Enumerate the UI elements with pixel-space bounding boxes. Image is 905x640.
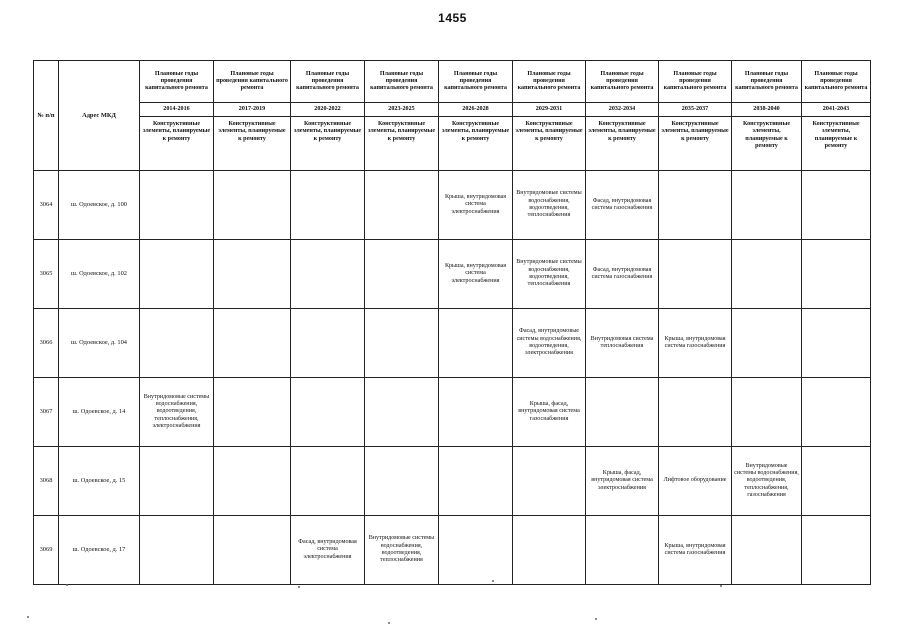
table-row <box>34 378 871 447</box>
repair-elements-cell <box>732 378 802 447</box>
repair-elements-cell <box>214 309 291 378</box>
repair-elements-cell <box>586 378 659 447</box>
repair-elements-cell: Внутридомовые системы водоснабжения, водоотведения, теплоснабжения, электроснабжения <box>140 378 214 447</box>
repair-elements-cell <box>439 516 513 585</box>
header-elements-label: Конструктивные элементы, планируемые к ремонту <box>140 117 214 171</box>
repair-elements-cell: Фасад, внутридомовая система электроснабжения <box>291 516 365 585</box>
header-elements-label: Конструктивные элементы, планируемые к ремонту <box>365 117 439 171</box>
repair-elements-cell <box>140 309 214 378</box>
row-address: ш. Одоевское, д. 102 <box>59 240 140 309</box>
repair-elements-cell <box>214 516 291 585</box>
scan-speck <box>388 622 390 624</box>
repair-elements-cell <box>291 240 365 309</box>
scan-speck <box>720 585 722 587</box>
capital-repair-table <box>33 60 871 585</box>
repair-elements-cell <box>659 378 732 447</box>
repair-elements-cell <box>802 240 871 309</box>
repair-elements-cell <box>659 240 732 309</box>
repair-elements-cell <box>291 378 365 447</box>
repair-elements-cell <box>214 240 291 309</box>
header-period-label: Плановые годы проведения капитального ремонта <box>802 61 871 103</box>
repair-elements-cell <box>439 378 513 447</box>
header-elements-label: Конструктивные элементы, планируемые к ремонту <box>732 117 802 171</box>
header-period-label: Плановые годы проведения капитального ремонта <box>659 61 732 103</box>
row-number: 3065 <box>34 240 59 309</box>
repair-elements-cell: Фасад, внутридомовая система газоснабжения <box>586 171 659 240</box>
repair-elements-cell <box>365 447 439 516</box>
repair-elements-cell <box>214 171 291 240</box>
header-elements-label: Конструктивные элементы, планируемые к ремонту <box>291 117 365 171</box>
repair-elements-cell <box>140 447 214 516</box>
repair-elements-cell <box>439 309 513 378</box>
repair-elements-cell <box>365 171 439 240</box>
repair-elements-cell: Фасад, внутридомовые системы водоснабжения, водоотведения, электроснабжения <box>513 309 586 378</box>
repair-elements-cell: Внутридомовые системы водоснабжения, водоотведения, теплоснабжения, газоснабжения <box>732 447 802 516</box>
header-period-years: 2020-2022 <box>291 103 365 117</box>
header-period-label: Плановые годы проведения капитального ремонта <box>732 61 802 103</box>
scan-speck <box>492 580 494 582</box>
repair-elements-cell: Внутридомовая система теплоснабжения <box>586 309 659 378</box>
repair-elements-cell <box>732 240 802 309</box>
repair-elements-cell <box>802 309 871 378</box>
scan-speck <box>66 584 68 586</box>
repair-elements-cell <box>439 447 513 516</box>
header-period-years: 2038-2040 <box>732 103 802 117</box>
repair-elements-cell <box>513 516 586 585</box>
header-elements-label: Конструктивные элементы, планируемые к ремонту <box>513 117 586 171</box>
repair-elements-cell <box>802 378 871 447</box>
header-period-label: Плановые годы проведения капитального ремонта <box>140 61 214 103</box>
row-number: 3069 <box>34 516 59 585</box>
header-elements-label: Конструктивные элементы, планируемые к ремонту <box>802 117 871 171</box>
repair-elements-cell <box>659 171 732 240</box>
repair-elements-cell <box>513 447 586 516</box>
header-elements-label: Конструктивные элементы, планируемые к ремонту <box>214 117 291 171</box>
repair-elements-cell <box>802 516 871 585</box>
repair-elements-cell: Крыша, внутридомовая система газоснабжения <box>659 516 732 585</box>
repair-elements-cell <box>140 516 214 585</box>
header-period-years: 2023-2025 <box>365 103 439 117</box>
repair-elements-cell: Крыша, внутридомовая система электроснабжения <box>439 240 513 309</box>
table-row <box>34 171 871 240</box>
header-period-label: Плановые годы проведения капитального ремонта <box>214 61 291 103</box>
repair-elements-cell <box>365 240 439 309</box>
header-period-years: 2026-2028 <box>439 103 513 117</box>
repair-elements-cell: Лифтовое оборудование <box>659 447 732 516</box>
repair-elements-cell <box>802 447 871 516</box>
header-period-label: Плановые годы проведения капитального ремонта <box>586 61 659 103</box>
header-period-years: 2014-2016 <box>140 103 214 117</box>
repair-elements-cell: Крыша, фасад, внутридомовая система газоснабжения <box>513 378 586 447</box>
repair-elements-cell <box>291 309 365 378</box>
row-number: 3067 <box>34 378 59 447</box>
scan-speck <box>27 616 29 618</box>
header-row-years <box>34 103 871 117</box>
repair-elements-cell <box>732 516 802 585</box>
header-number: № п/п <box>34 61 59 171</box>
repair-elements-cell <box>291 171 365 240</box>
repair-elements-cell <box>802 171 871 240</box>
repair-elements-cell: Внутридомовые системы водоснабжения, водоотведения, теплоснабжения <box>365 516 439 585</box>
repair-elements-cell <box>291 447 365 516</box>
repair-elements-cell <box>732 309 802 378</box>
repair-elements-cell <box>365 378 439 447</box>
header-period-label: Плановые годы проведения капитального ремонта <box>513 61 586 103</box>
header-row-elements <box>34 117 871 171</box>
header-period-years: 2029-2031 <box>513 103 586 117</box>
repair-elements-cell: Крыша, внутридомовая система газоснабжения <box>659 309 732 378</box>
repair-elements-cell <box>732 171 802 240</box>
header-elements-label: Конструктивные элементы, планируемые к ремонту <box>439 117 513 171</box>
header-period-years: 2035-2037 <box>659 103 732 117</box>
header-elements-label: Конструктивные элементы, планируемые к ремонту <box>659 117 732 171</box>
repair-elements-cell: Внутридомовые системы водоснабжения, водоотведения, теплоснабжения <box>513 240 586 309</box>
repair-elements-cell: Крыша, внутридомовая система электроснабжения <box>439 171 513 240</box>
repair-elements-cell <box>586 516 659 585</box>
header-period-years: 2017-2019 <box>214 103 291 117</box>
repair-elements-cell <box>140 240 214 309</box>
repair-elements-cell: Фасад, внутридомовая система газоснабжения <box>586 240 659 309</box>
header-row-periods <box>34 61 871 103</box>
table-row <box>34 309 871 378</box>
header-elements-label: Конструктивные элементы, планируемые к ремонту <box>586 117 659 171</box>
header-address: Адрес МКД <box>59 61 140 171</box>
row-address: ш. Одоевское, д. 17 <box>59 516 140 585</box>
repair-elements-cell <box>365 309 439 378</box>
repair-elements-cell: Крыша, фасад, внутридомовая система электроснабжения <box>586 447 659 516</box>
row-number: 3064 <box>34 171 59 240</box>
page-number: 1455 <box>438 11 467 25</box>
header-period-years: 2041-2043 <box>802 103 871 117</box>
row-number: 3066 <box>34 309 59 378</box>
repair-elements-cell <box>214 378 291 447</box>
repair-elements-cell <box>214 447 291 516</box>
table-row <box>34 516 871 585</box>
scan-speck <box>595 618 597 620</box>
table-row <box>34 447 871 516</box>
header-period-years: 2032-2034 <box>586 103 659 117</box>
repair-elements-cell: Внутридомовые системы водоснабжения, водоотведения, теплоснабжения <box>513 171 586 240</box>
row-number: 3068 <box>34 447 59 516</box>
header-period-label: Плановые годы проведения капитального ремонта <box>365 61 439 103</box>
table-row <box>34 240 871 309</box>
row-address: ш. Одоевское, д. 104 <box>59 309 140 378</box>
header-period-label: Плановые годы проведения капитального ремонта <box>291 61 365 103</box>
row-address: ш. Одоевское, д. 15 <box>59 447 140 516</box>
header-period-label: Плановые годы проведения капитального ремонта <box>439 61 513 103</box>
row-address: ш. Одоевское, д. 14 <box>59 378 140 447</box>
scan-speck <box>298 586 300 588</box>
repair-elements-cell <box>140 171 214 240</box>
row-address: ш. Одоевское, д. 100 <box>59 171 140 240</box>
